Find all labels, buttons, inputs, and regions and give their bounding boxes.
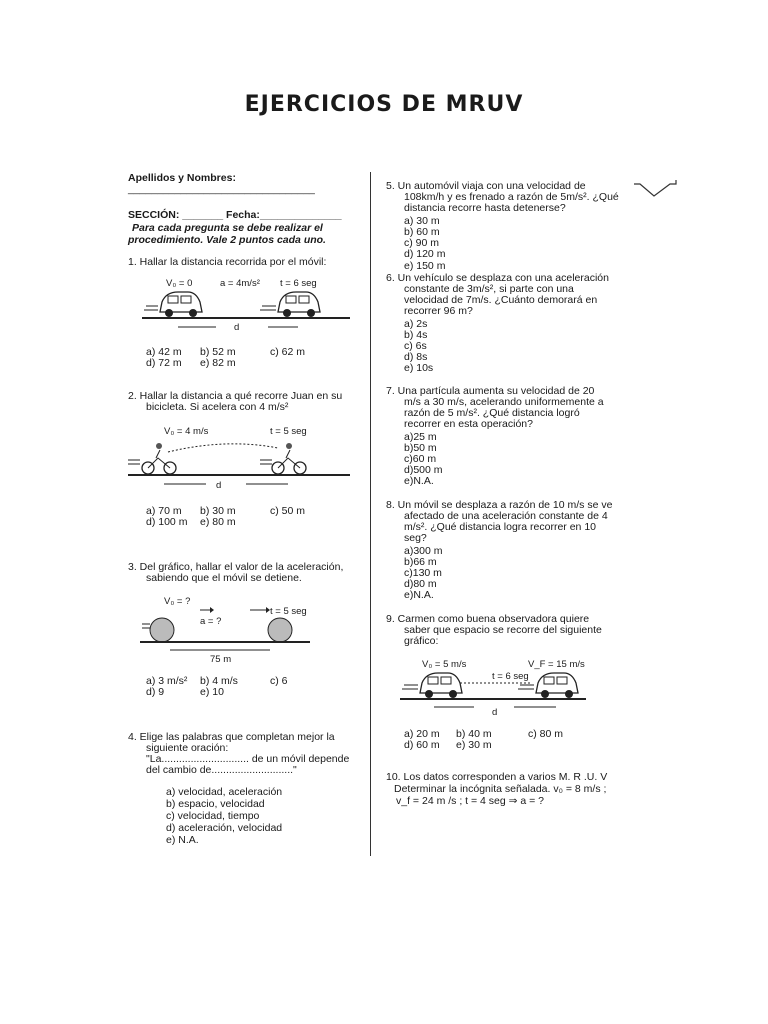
- car-icon: [144, 292, 202, 317]
- question-9-line-2: saber que espacio se recorre del siguiente: [404, 624, 602, 636]
- q8-option-b: b)66 m: [404, 556, 437, 568]
- question-9-diagram: [400, 655, 590, 717]
- q5-option-a: a) 30 m: [404, 215, 440, 227]
- question-8-line-3: m/s². ¿Qué distancia logra recorrer en 10: [404, 521, 596, 533]
- question-3-diagram: [140, 592, 320, 666]
- q3-option-a: a) 3 m/s²: [146, 675, 188, 687]
- q8-option-e: e)N.A.: [404, 589, 434, 601]
- question-8-line-4: seg?: [404, 532, 427, 544]
- question-2-line-2: bicicleta. Si acelera con 4 m/s²: [146, 401, 289, 413]
- bicycle-icon: [128, 443, 176, 474]
- car-icon: [402, 673, 462, 698]
- name-label: Apellidos y Nombres:: [128, 172, 236, 184]
- q4-option-b: b) espacio, velocidad: [166, 798, 265, 810]
- bicycle-icon: [260, 443, 306, 474]
- q4-option-a: a) velocidad, aceleración: [166, 786, 283, 798]
- section-date-line: SECCIÓN: _______ Fecha:______________: [128, 209, 342, 221]
- q9-option-c: c) 80 m: [528, 728, 564, 740]
- q9-d-label: d: [492, 707, 498, 718]
- q1-option-a: a) 42 m: [146, 346, 182, 358]
- question-3-line-1: 3. Del gráfico, hallar el valor de la aceleración,: [128, 561, 344, 573]
- q5-option-b: b) 60 m: [404, 226, 440, 238]
- q2-option-c: c) 50 m: [270, 505, 306, 517]
- question-7-line-2: m/s a 30 m/s, acelerando uniformemente a: [404, 396, 604, 408]
- q3-option-c: c) 6: [270, 675, 288, 687]
- q9-option-b: b) 40 m: [456, 728, 492, 740]
- q5-option-e: e) 150 m: [404, 260, 446, 272]
- question-4-line-3: "La.............................. de un móvil depende: [146, 753, 350, 765]
- question-10-line-2: Determinar la incógnita señalada. v₀ = 8 m/s ;: [394, 783, 607, 795]
- column-divider: [370, 172, 371, 856]
- q2-t-label: t = 5 seg: [270, 426, 307, 437]
- question-4-line-2: siguiente oración:: [146, 742, 229, 754]
- q7-option-d: d)500 m: [404, 464, 443, 476]
- question-7-line-1: 7. Una partícula aumenta su velocidad de 20: [386, 385, 595, 397]
- q9-v0-label: V₀ = 5 m/s: [422, 659, 467, 670]
- question-2-line-1: 2. Hallar la distancia a qué recorre Juan en su: [128, 390, 343, 402]
- question-9-line-3: gráfico:: [404, 635, 439, 647]
- question-6-line-1: 6. Un vehículo se desplaza con una aceleración: [386, 272, 609, 284]
- corner-mark-icon: [632, 178, 678, 200]
- question-7-line-4: recorrer en esta operación?: [404, 418, 533, 430]
- q1-a-label: a = 4m/s²: [220, 278, 260, 289]
- q9-vf-label: V_F = 15 m/s: [528, 659, 585, 670]
- question-5-line-2: 108km/h y es frenado a razón de 5m/s². ¿Qué: [404, 191, 619, 203]
- page-title: EJERCICIOS DE MRUV: [244, 92, 524, 117]
- q2-d-label: d: [216, 480, 222, 491]
- q8-option-c: c)130 m: [404, 567, 442, 579]
- question-9-line-1: 9. Carmen como buena observadora quiere: [386, 613, 590, 625]
- q9-option-a: a) 20 m: [404, 728, 440, 740]
- q2-option-e: e) 80 m: [200, 516, 236, 528]
- question-6-line-3: velocidad de 7m/s. ¿Cuánto demorará en: [404, 294, 598, 306]
- q3-v0-label: V₀ = ?: [164, 596, 191, 607]
- instructions-line-1: Para cada pregunta se debe realizar el: [132, 222, 323, 234]
- q3-a-label: a = ?: [200, 616, 222, 627]
- q4-option-c: c) velocidad, tiempo: [166, 810, 260, 822]
- question-10-line-1: 10. Los datos corresponden a varios M. R .U. V: [386, 771, 608, 783]
- question-2-diagram: [126, 420, 352, 492]
- question-3-line-2: sabiendo que el móvil se detiene.: [146, 572, 302, 584]
- q4-option-e: e) N.A.: [166, 834, 199, 846]
- question-8-line-1: 8. Un móvil se desplaza a razón de 10 m/s se ve: [386, 499, 613, 511]
- q6-option-a: a) 2s: [404, 318, 428, 330]
- question-1-text: 1. Hallar la distancia recorrida por el móvil:: [128, 256, 327, 268]
- q3-option-b: b) 4 m/s: [200, 675, 238, 687]
- instructions-line-2: procedimiento. Vale 2 puntos cada uno.: [128, 234, 326, 246]
- q1-d-label: d: [234, 322, 240, 333]
- q9-option-e: e) 30 m: [456, 739, 492, 751]
- q6-option-d: d) 8s: [404, 351, 428, 363]
- q1-t-label: t = 6 seg: [280, 278, 317, 289]
- q8-option-a: a)300 m: [404, 545, 443, 557]
- q6-option-c: c) 6s: [404, 340, 427, 352]
- q8-option-d: d)80 m: [404, 578, 437, 590]
- q7-option-a: a)25 m: [404, 431, 437, 443]
- q3-d-label: 75 m: [210, 654, 232, 665]
- q1-option-d: d) 72 m: [146, 357, 182, 369]
- q3-t-label: t = 5 seg: [270, 606, 307, 617]
- q7-option-c: c)60 m: [404, 453, 437, 465]
- q1-v0-label: V₀ = 0: [166, 278, 193, 289]
- question-4-line-1: 4. Elige las palabras que completan mejor la: [128, 731, 335, 743]
- question-7-line-3: razón de 5 m/s². ¿Qué distancia logró: [404, 407, 580, 419]
- car-icon: [260, 292, 320, 317]
- question-6-line-2: constante de 3m/s², si parte con una: [404, 283, 574, 295]
- question-5-line-3: distancia recorre hasta detenerse?: [404, 202, 566, 214]
- q5-option-c: c) 90 m: [404, 237, 440, 249]
- q3-option-d: d) 9: [146, 686, 165, 698]
- q3-option-e: e) 10: [200, 686, 224, 698]
- q4-option-d: d) aceleración, velocidad: [166, 822, 283, 834]
- q9-t-label: t = 6 seg: [492, 671, 529, 682]
- q6-option-b: b) 4s: [404, 329, 428, 341]
- q6-option-e: e) 10s: [404, 362, 434, 374]
- q1-option-c: c) 62 m: [270, 346, 306, 358]
- q2-option-b: b) 30 m: [200, 505, 236, 517]
- q9-option-d: d) 60 m: [404, 739, 440, 751]
- q1-option-b: b) 52 m: [200, 346, 236, 358]
- question-6-line-4: recorrer 96 m?: [404, 305, 473, 317]
- q2-option-d: d) 100 m: [146, 516, 188, 528]
- name-line: ________________________________: [128, 183, 315, 195]
- question-4-line-4: del cambio de............................": [146, 764, 297, 776]
- question-10-line-3: v_f = 24 m /s ; t = 4 seg ⇒ a = ?: [396, 795, 544, 807]
- question-8-line-2: afectado de una aceleración constante de 4: [404, 510, 608, 522]
- q2-v0-label: V₀ = 4 m/s: [164, 426, 209, 437]
- q7-option-e: e)N.A.: [404, 475, 434, 487]
- q5-option-d: d) 120 m: [404, 248, 446, 260]
- q2-option-a: a) 70 m: [146, 505, 182, 517]
- question-5-line-1: 5. Un automóvil viaja con una velocidad de: [386, 180, 586, 192]
- question-1-diagram: [138, 272, 353, 334]
- q7-option-b: b)50 m: [404, 442, 437, 454]
- q1-option-e: e) 82 m: [200, 357, 236, 369]
